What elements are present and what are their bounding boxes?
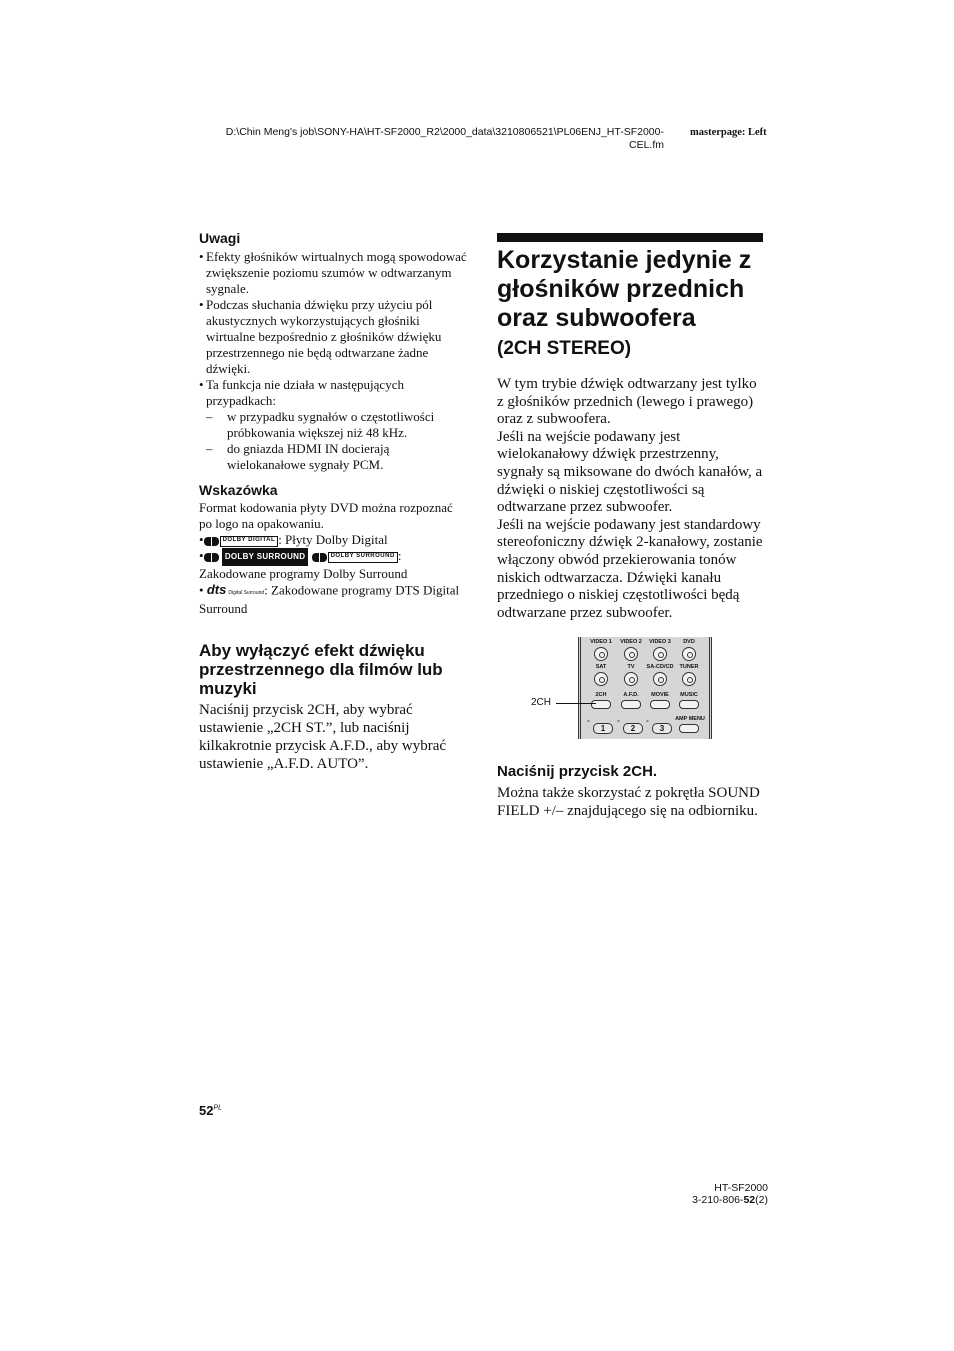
remote-label: SAT <box>595 664 607 670</box>
step-body: Można także skorzystać z pokrętła SOUND FIELD +/– znajdującego się na odbiorniku. <box>497 785 760 819</box>
remote-num-1-button: 1 <box>593 723 613 734</box>
remote-sat-button <box>594 672 608 686</box>
note-item: • Podczas słuchania dźwięku przy użyciu pól akustycznych wykorzystujących głośniki wirtualne bezpośrednio z głośników dźwięku przestrzennego nie będą odtwarzane żadne dźwięki. <box>199 297 442 376</box>
hint-item-dolby-surround: • DOLBY SURROUND DOLBY SURROUND : Zakodowane programy Dolby Surround <box>199 548 408 582</box>
main-title: Korzystanie jedynie z głośników przednich oraz subwoofera <box>497 246 752 332</box>
remote-dvd-button <box>682 647 696 661</box>
remote-movie-button <box>650 700 670 709</box>
remote-label: TV <box>627 664 635 670</box>
main-para-2: Jeśli na wejście podawany jest wielokanałowy dźwięk przestrzenny, sygnały są miksowane do dwóch kanałów, a dźwięki o niskiej częstotliwości są odtwarzane przez subwoofer. <box>497 428 763 516</box>
file-path-line-1: D:\Chin Meng's job\SONY-HA\HT-SF2000_R2\2000_data\3210806521\PL06ENJ_HT-SF2000- <box>225 126 664 138</box>
remote-num-3-button: 3 <box>652 723 672 734</box>
remote-label: 2CH <box>595 692 607 698</box>
file-path-header <box>190 126 664 152</box>
remote-video3-button <box>653 647 667 661</box>
remote-tuner-button <box>682 672 696 686</box>
remote-sacd-button <box>653 672 667 686</box>
remote-label: AMP MENU <box>675 716 705 722</box>
remote-label: MUSIC <box>680 692 698 698</box>
main-description <box>497 376 765 622</box>
hint-item-dolby-digital: • DOLBY DIGITAL : Płyty Dolby Digital <box>199 532 388 547</box>
remote-control-illustration: VIDEO 1 VIDEO 2 VIDEO 3 DVD SAT TV SA-CD/CD TUNER 2CH A.F.D. MOVIE MUSIC AMP MENU ° 1 ° 2 ° 3 <box>578 637 712 739</box>
remote-amp-menu-button <box>679 724 699 733</box>
remote-label: SA-CD/CD <box>646 664 674 670</box>
main-para-3: Jeśli na wejście podawany jest standardowy stereofoniczny dźwięk 2-kanałowy, zostanie włączony obwód przekierowania tonów niskich odtwarzacza. Dźwięki kanału przedniego o niskiej częstotliwości będą odtwarzane przez subwoofer. <box>497 516 763 621</box>
notes-section <box>199 230 467 473</box>
remote-callout-line <box>556 703 596 704</box>
remote-label: VIDEO 1 <box>590 639 612 645</box>
remote-2ch-button <box>591 700 611 709</box>
dts-logo: dts Digital Surround <box>206 582 265 598</box>
hint-intro: Format kodowania płyty DVD można rozpoznać po logo na opakowaniu. <box>199 500 453 531</box>
remote-tv-button <box>624 672 638 686</box>
masterpage-label: masterpage: Left <box>690 127 767 138</box>
hint-item-dts: • dts Digital Surround: Zakodowane programy DTS Digital Surround <box>199 582 460 617</box>
remote-afd-button <box>621 700 641 709</box>
dolby-surround-small-logo: DOLBY SURROUND <box>312 552 398 563</box>
remote-label: DVD <box>683 639 695 645</box>
note-item: • Ta funkcja nie działa w następujących przypadkach: <box>199 377 404 408</box>
dolby-digital-logo: DOLBY DIGITAL <box>204 536 279 547</box>
step-title: Naciśnij przycisk 2CH. <box>497 763 658 780</box>
remote-label: VIDEO 2 <box>620 639 642 645</box>
section-rule <box>497 233 763 242</box>
main-subtitle: (2CH STEREO) <box>497 338 632 359</box>
part-number: 3-210-806-52(2) <box>692 1193 768 1206</box>
turnoff-section <box>199 641 467 773</box>
dolby-surround-logo <box>204 553 219 562</box>
remote-music-button <box>679 700 699 709</box>
note-item: • Efekty głośników wirtualnych mogą spowodować zwiększenie poziomu szumów w odtwarzanym sygnale. <box>199 249 467 296</box>
turnoff-title: Aby wyłączyć efekt dźwięku przestrzennego dla filmów lub muzyki <box>199 641 443 698</box>
model-name: HT-SF2000 <box>714 1182 768 1194</box>
remote-video1-button <box>594 647 608 661</box>
remote-label: A.F.D. <box>623 692 639 698</box>
remote-num-2-button: 2 <box>623 723 643 734</box>
remote-label: VIDEO 3 <box>649 639 671 645</box>
remote-label: TUNER <box>679 664 699 670</box>
notes-title: Uwagi <box>199 230 241 246</box>
main-para-1: W tym trybie dźwięk odtwarzany jest tylko z głośników przednich (lewego i prawego) oraz z subwoofera. <box>497 376 757 428</box>
dolby-surround-wordmark: DOLBY SURROUND <box>222 548 309 566</box>
notes-list <box>199 249 467 473</box>
hint-title: Wskazówka <box>199 482 278 498</box>
remote-video2-button <box>624 647 638 661</box>
hint-section <box>199 482 467 617</box>
document-code <box>660 1183 768 1206</box>
remote-callout-label: 2CH <box>531 697 552 708</box>
page-number: $52^{PL}$ <box>199 1103 223 1118</box>
file-path-line-2: CEL.fm <box>628 139 664 151</box>
remote-label: MOVIE <box>651 692 669 698</box>
note-subitem: – w przypadku sygnałów o częstotliwości próbkowania większej niż 48 kHz. <box>206 409 435 440</box>
turnoff-body: Naciśnij przycisk 2CH, aby wybrać ustawienie „2CH ST.”, lub naciśnij kilkakrotnie przycisk A.F.D., aby wybrać ustawienie „A.F.D. AUTO”. <box>199 702 447 772</box>
note-subitem: – do gniazda HDMI IN docierają wielokanałowe sygnały PCM. <box>206 441 390 472</box>
